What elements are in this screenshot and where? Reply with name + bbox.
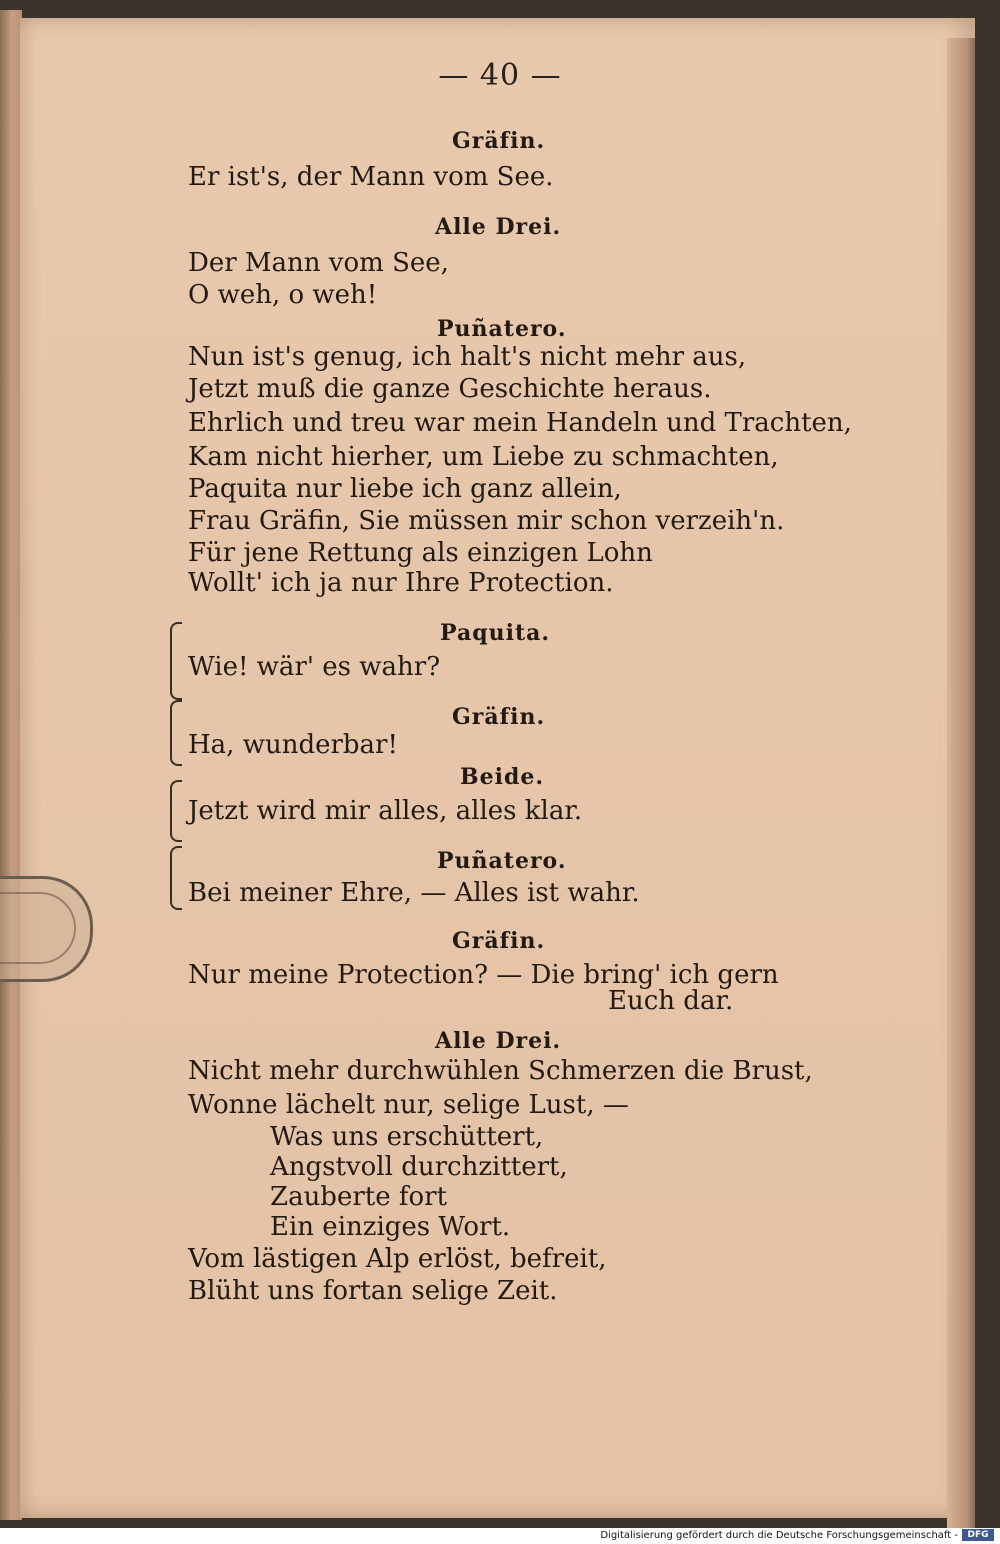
verse-line: Für jene Rettung als einzigen Lohn [188,538,653,568]
duet-bracket-3 [170,780,182,842]
speaker-name: Gräfin. [452,928,546,954]
verse-line: Jetzt muß die ganze Geschichte heraus. [188,374,712,404]
verse-line: Ha, wunderbar! [188,730,398,760]
verse-line: Euch dar. [608,986,734,1016]
footer-credit: Digitalisierung gefördert durch die Deutsche Forschungsgemeinschaft - [600,1530,958,1541]
page-edge-left [0,10,22,1520]
verse-line: Ehrlich und treu war mein Handeln und Trachten, [188,408,852,438]
verse-line: Nur meine Protection? — Die bring' ich gern [188,960,779,990]
verse-line: Wonne lächelt nur, selige Lust, — [188,1090,629,1120]
duet-bracket-2 [170,700,182,766]
verse-line: Kam nicht hierher, um Liebe zu schmachten, [188,442,779,472]
page-edge-right [947,38,975,1528]
dfg-logo: DFG [962,1529,994,1541]
verse-line: Nun ist's genug, ich halt's nicht mehr aus, [188,342,747,372]
verse-line: Nicht mehr durchwühlen Schmerzen die Brust, [188,1056,813,1086]
speaker-name: Paquita. [440,620,551,646]
speaker-name: Beide. [460,764,544,790]
duet-bracket-4 [170,846,182,910]
page-number: — 40 — [438,58,562,93]
verse-line: Zauberte fort [270,1182,448,1212]
verse-line: Was uns erschüttert, [270,1122,544,1152]
verse-line: Bei meiner Ehre, — Alles ist wahr. [188,878,640,908]
speaker-name: Alle Drei. [435,214,562,240]
speaker-name: Puñatero. [437,316,567,342]
speaker-name: Gräfin. [452,128,546,154]
verse-line: O weh, o weh! [188,280,378,310]
verse-line: Frau Gräfin, Sie müssen mir schon verzeih'n. [188,506,785,536]
verse-line: Jetzt wird mir alles, alles klar. [188,796,583,826]
verse-line: Angstvoll durchzittert, [270,1152,568,1182]
verse-line: Wollt' ich ja nur Ihre Protection. [188,568,614,598]
verse-line: Der Mann vom See, [188,248,449,278]
speaker-name: Puñatero. [437,848,567,874]
speaker-name: Alle Drei. [435,1028,562,1054]
page-clip-inner [0,892,76,964]
duet-bracket-1 [170,622,182,700]
verse-line: Blüht uns fortan selige Zeit. [188,1276,558,1306]
verse-line: Ein einziges Wort. [270,1212,511,1242]
verse-line: Vom lästigen Alp erlöst, befreit, [188,1244,607,1274]
verse-line: Wie! wär' es wahr? [188,652,441,682]
verse-line: Paquita nur liebe ich ganz allein, [188,474,622,504]
speaker-name: Gräfin. [452,704,546,730]
verse-line: Er ist's, der Mann vom See. [188,162,554,192]
